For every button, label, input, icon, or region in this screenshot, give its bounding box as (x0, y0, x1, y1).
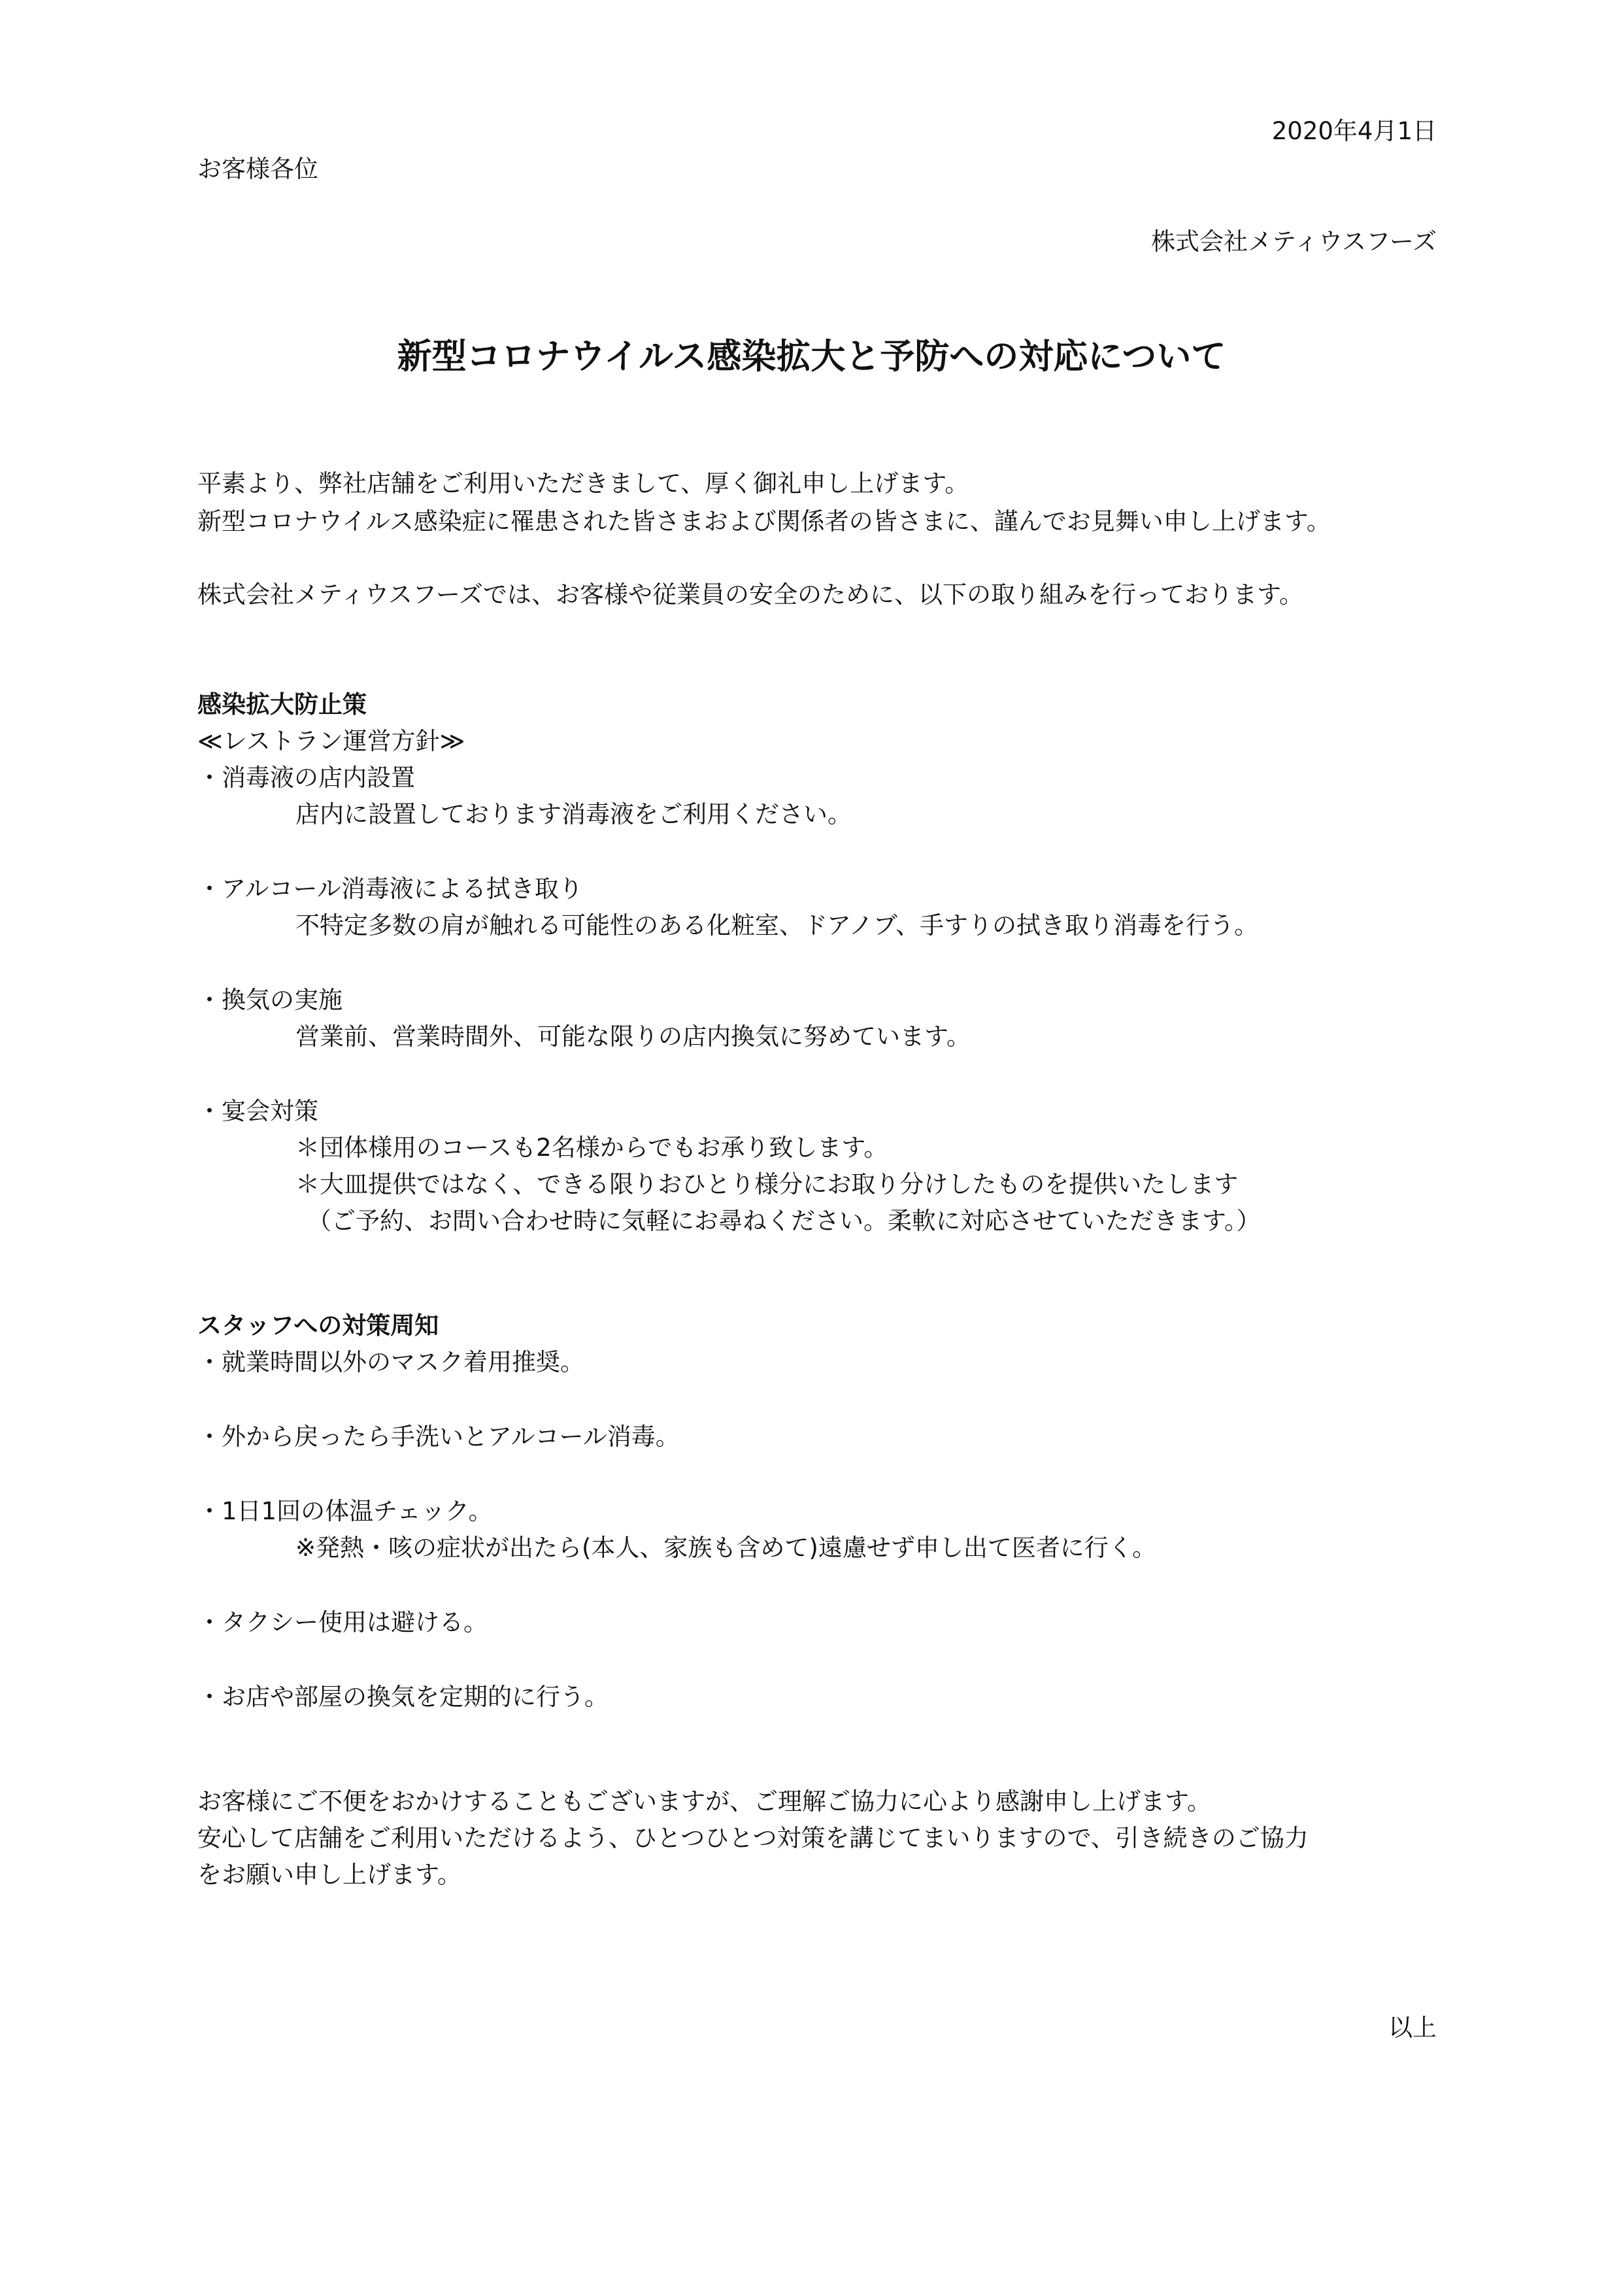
list-item-title: ・宴会対策 (197, 1097, 318, 1125)
list-item-title: ・お店や部屋の換気を定期的に行う。 (197, 1683, 609, 1711)
list-item-title: ・タクシー使用は避ける。 (197, 1608, 488, 1636)
section-heading-staff-measures: スタッフへの対策周知 (197, 1311, 439, 1340)
list-item-detail: 店内に設置しております消毒液をご利用ください。 (295, 800, 852, 828)
section-heading-prevention: 感染拡大防止策 (197, 690, 367, 718)
closing-line-1: お客様にご不便をおかけすることもございますが、ご理解ご協力に心より感謝申し上げます。 (197, 1787, 1212, 1815)
list-item-title: ・外から戻ったら手洗いとアルコール消毒。 (197, 1423, 680, 1451)
closing-line-2: 安心して店舗をご利用いただけるよう、ひとつひとつ対策を講じてまいりますので、引き続きのご協力 (197, 1824, 1309, 1852)
page-title: 新型コロナウイルス感染拡大と予防への対応について (397, 337, 1226, 377)
intro-line-1: 平素より、弊社店舗をご利用いただきまして、厚く御礼申し上げます。 (197, 469, 969, 498)
list-item-title: ・就業時間以外のマスク着用推奨。 (197, 1348, 584, 1376)
list-item-title: ・消毒液の店内設置 (197, 764, 415, 792)
list-item-title: ・アルコール消毒液による拭き取り (197, 875, 583, 903)
intro-line-2: 新型コロナウイルス感染症に罹患された皆さまおよび関係者の皆さまに、謹んでお見舞い申し上げます。 (197, 507, 1331, 535)
list-item-detail: ※発熱・咳の症状が出たら(本人、家族も含めて)遠慮せず申し出て医者に行く。 (295, 1534, 1157, 1562)
closing-line-3: をお願い申し上げます。 (197, 1861, 462, 1889)
list-item-detail: 営業前、営業時間外、可能な限りの店内換気に努めています。 (295, 1022, 971, 1051)
addressee: お客様各位 (197, 155, 318, 183)
section-subheading-restaurant-policy: ≪レストラン運営方針≫ (197, 727, 465, 755)
list-item-title: ・1日1回の体温チェック。 (197, 1497, 493, 1525)
document-date: 2020年4月1日 (1271, 117, 1437, 145)
list-item-detail: ＊大皿提供ではなく、できる限りおひとり様分にお取り分けしたものを提供いたします (295, 1170, 1239, 1198)
list-item-title: ・換気の実施 (197, 986, 343, 1014)
end-mark: 以上 (1388, 2014, 1437, 2042)
company-name: 株式会社メティウスフーズ (1151, 228, 1437, 256)
list-item-detail: ＊団体様用のコースも2名様からでもお承り致します。 (295, 1134, 888, 1162)
intro-line-3: 株式会社メティウスフーズでは、お客様や従業員の安全のために、以下の取り組みを行っております。 (197, 581, 1304, 609)
list-item-detail: （ご予約、お問い合わせ時に気軽にお尋ねください。柔軟に対応させていただきます。） (307, 1207, 1261, 1235)
list-item-detail: 不特定多数の肩が触れる可能性のある化粧室、ドアノブ、手すりの拭き取り消毒を行う。 (295, 911, 1258, 939)
